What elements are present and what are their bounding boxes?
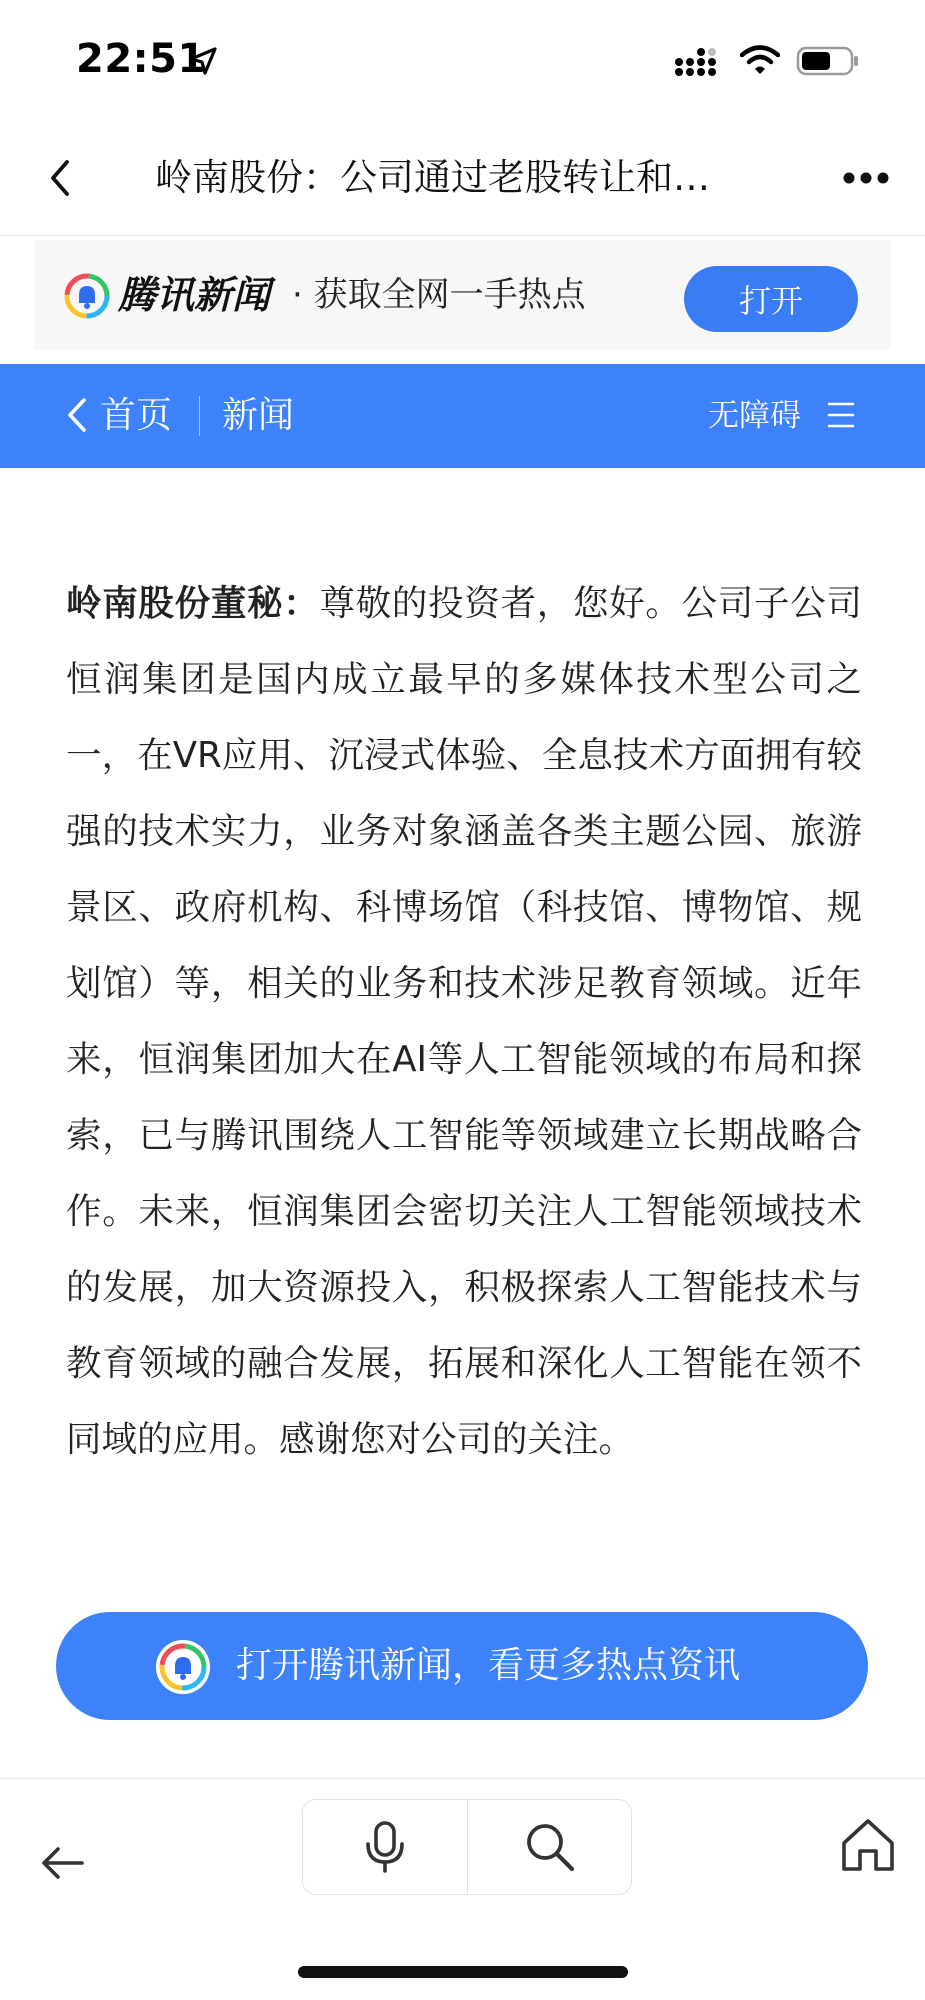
nav-divider <box>199 396 200 436</box>
back-arrow-icon[interactable] <box>34 1835 90 1891</box>
more-dots-icon <box>843 172 889 184</box>
nav-home-link[interactable]: 首页 <box>100 395 173 436</box>
article-body <box>66 566 862 1478</box>
wifi-icon <box>740 44 780 76</box>
status-time: 22:51 <box>76 36 206 82</box>
more-button[interactable] <box>836 150 896 206</box>
nav-header <box>0 120 925 236</box>
chevron-left-icon[interactable] <box>62 390 92 440</box>
back-button[interactable] <box>30 148 90 208</box>
site-nav-bar <box>0 364 925 468</box>
promo-slogan: · 获取全网一手热点 <box>292 275 586 315</box>
nav-news-link[interactable]: 新闻 <box>222 395 295 436</box>
location-arrow-icon <box>188 46 218 76</box>
chevron-left-icon <box>47 158 73 198</box>
voice-search-group <box>302 1799 632 1895</box>
search-icon <box>522 1819 578 1875</box>
app-promo-banner <box>34 240 891 350</box>
search-button[interactable] <box>468 1800 632 1894</box>
battery-icon <box>796 46 860 76</box>
cellular-signal-icon <box>674 46 724 78</box>
accessibility-link[interactable]: 无障碍 <box>708 398 801 434</box>
promo-brand: 腾讯新闻 <box>118 273 271 317</box>
status-bar <box>0 0 925 120</box>
open-app-button[interactable]: 打开 <box>684 266 858 332</box>
microphone-icon <box>362 1820 408 1874</box>
hamburger-menu-icon[interactable] <box>826 400 856 430</box>
open-app-cta-button[interactable] <box>56 1612 868 1720</box>
voice-button[interactable] <box>303 1800 468 1894</box>
cta-label: 打开腾讯新闻，看更多热点资讯 <box>236 1645 741 1686</box>
article-author: 岭南股份董秘： <box>66 583 320 624</box>
article-text: 尊敬的投资者，您好。公司子公司恒润集团是国内成立最早的多媒体技术型公司之一，在VR应用、沉浸式体验、全息技术方面拥有较强的技术实力，业务对象涵盖各类主题公园、旅游景区、政府机构、科博场馆（科技馆、博物馆、规划馆）等，相关的业务和技术涉足教育领域。近年来，恒润集团加大在AI等人工智能领域的布局和探索，已与腾讯围绕人工智能等领域建立长期战略合作。未来，恒润集团会密切关注人工智能领域技术的发展，加大资源投入，积极探索人工智能技术与教育领域的融合发展，拓展和深化人工智能在领不同域的应用。感谢您对公司的关注。 <box>66 583 862 1460</box>
tencent-news-logo-icon <box>64 273 110 319</box>
home-indicator[interactable] <box>298 1966 628 1978</box>
tencent-news-logo-icon <box>156 1640 210 1694</box>
page-title: 岭南股份：公司通过老股转让和… <box>155 156 710 199</box>
home-icon[interactable] <box>838 1815 898 1875</box>
